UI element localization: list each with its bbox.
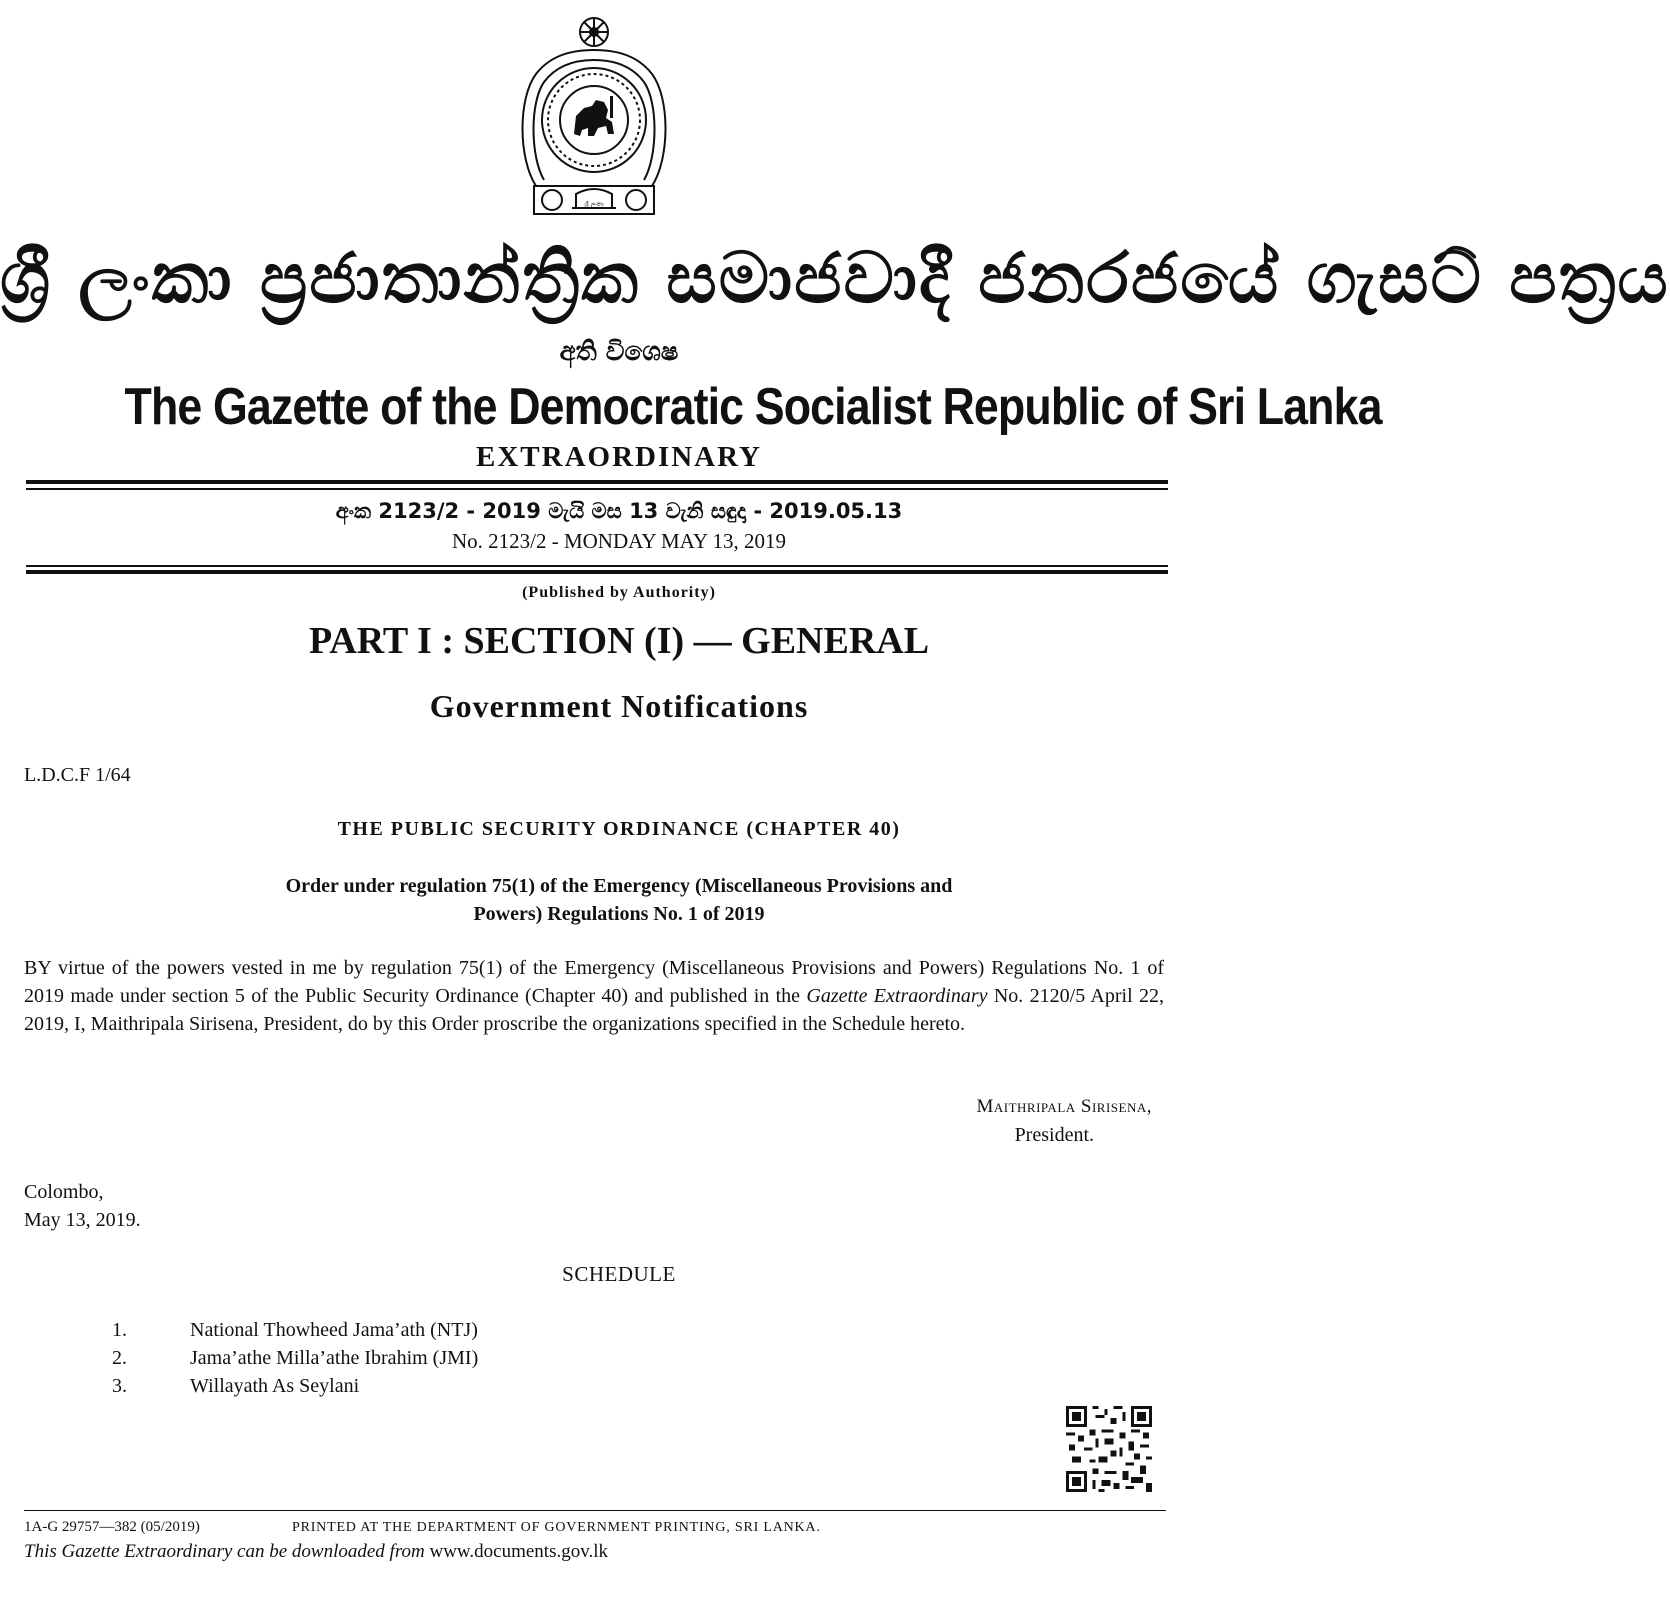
reference-number: L.D.C.F 1/64	[24, 764, 131, 786]
date-of-issue: May 13, 2019.	[24, 1209, 141, 1231]
schedule-item-name: National Thowheed Jama’ath (NTJ)	[190, 1319, 478, 1341]
order-title-line-2: Powers) Regulations No. 1 of 2019	[473, 903, 765, 925]
header-rule-thin-bottom	[26, 565, 1168, 567]
footer-rule	[24, 1510, 1166, 1511]
ordinance-title: THE PUBLIC SECURITY ORDINANCE (CHAPTER 40)	[337, 818, 901, 840]
footer-print-code: 1A-G 29757—382 (05/2019)	[24, 1519, 200, 1535]
part-section-heading: PART I : SECTION (I) — GENERAL	[308, 620, 930, 662]
schedule-item	[112, 1372, 712, 1400]
extraordinary-label: EXTRAORDINARY	[476, 441, 762, 473]
footer-printed-at: PRINTED AT THE DEPARTMENT OF GOVERNMENT PRINTING, SRI LANKA.	[292, 1520, 821, 1535]
gazette-subtitle-sinhala: අති විශෙෂ	[559, 337, 679, 367]
signatory-title: President.	[1014, 1124, 1094, 1146]
qr-code-icon	[1066, 1406, 1152, 1492]
body-text-italic: Gazette Extraordinary	[806, 985, 988, 1007]
schedule-item-number: 1.	[112, 1319, 127, 1341]
header-rule-thick-bottom	[26, 570, 1168, 574]
signatory-name: Maithripala Sirisena,	[976, 1096, 1152, 1117]
schedule-item	[112, 1316, 712, 1344]
schedule-item-number: 3.	[112, 1375, 127, 1397]
footer-download-note	[24, 1538, 608, 1566]
gazette-title-sinhala: ශ්‍රී ලංකා ප්‍රජාතාන්ත්‍රික සමාජවාදී ජනරජයේ ගැසට් පත්‍රය	[0, 237, 1670, 319]
footer-download-link[interactable]: www.documents.gov.lk	[424, 1541, 609, 1562]
header-rule-thin-top	[26, 488, 1168, 490]
footer-download-text: This Gazette Extraordinary can be downloaded from	[24, 1541, 425, 1562]
published-by-authority: (Published by Authority)	[522, 584, 716, 601]
header-rule-thick-top	[26, 480, 1168, 484]
schedule-item	[112, 1344, 712, 1372]
schedule-item-number: 2.	[112, 1347, 127, 1369]
government-notifications-heading: Government Notifications	[429, 688, 809, 724]
schedule-item-name: Jama’athe Milla’athe Ibrahim (JMI)	[190, 1347, 479, 1369]
schedule-item-name: Willayath As Seylani	[190, 1375, 360, 1397]
gazette-title-english: The Gazette of the Democratic Socialist Republic of Sri Lanka	[124, 378, 1382, 436]
body-text-2: No. 2120/5 April 22, 2019, I, Maithripala Sirisena, President, do by this Order proscribe the organizations specified in the Schedule hereto.	[24, 985, 1164, 1035]
issue-line-english: No. 2123/2 - MONDAY MAY 13, 2019	[451, 529, 787, 553]
sri-lanka-emblem-icon	[514, 8, 674, 218]
body-text-1: BY virtue of the powers vested in me by regulation 75(1) of the Emergency (Miscellaneous Provisions and Powers) Regulations No. 1 of 2019 made under section 5 of the Public Security Ordinance (Chapter 40) and published in the	[24, 957, 1164, 1007]
order-title-line-1: Order under regulation 75(1) of the Emergency (Miscellaneous Provisions and	[285, 875, 953, 897]
order-body-paragraph	[24, 954, 1164, 1038]
place-of-issue: Colombo,	[24, 1181, 104, 1203]
order-title	[150, 872, 1088, 928]
emblem-text: ශ්‍රී ලංකා	[584, 201, 604, 208]
schedule-heading: SCHEDULE	[562, 1262, 676, 1286]
issue-line-sinhala: අංක 2123/2 - 2019 මැයි මස 13 වැනි සඳුදා - 2019.05.13	[335, 499, 903, 523]
